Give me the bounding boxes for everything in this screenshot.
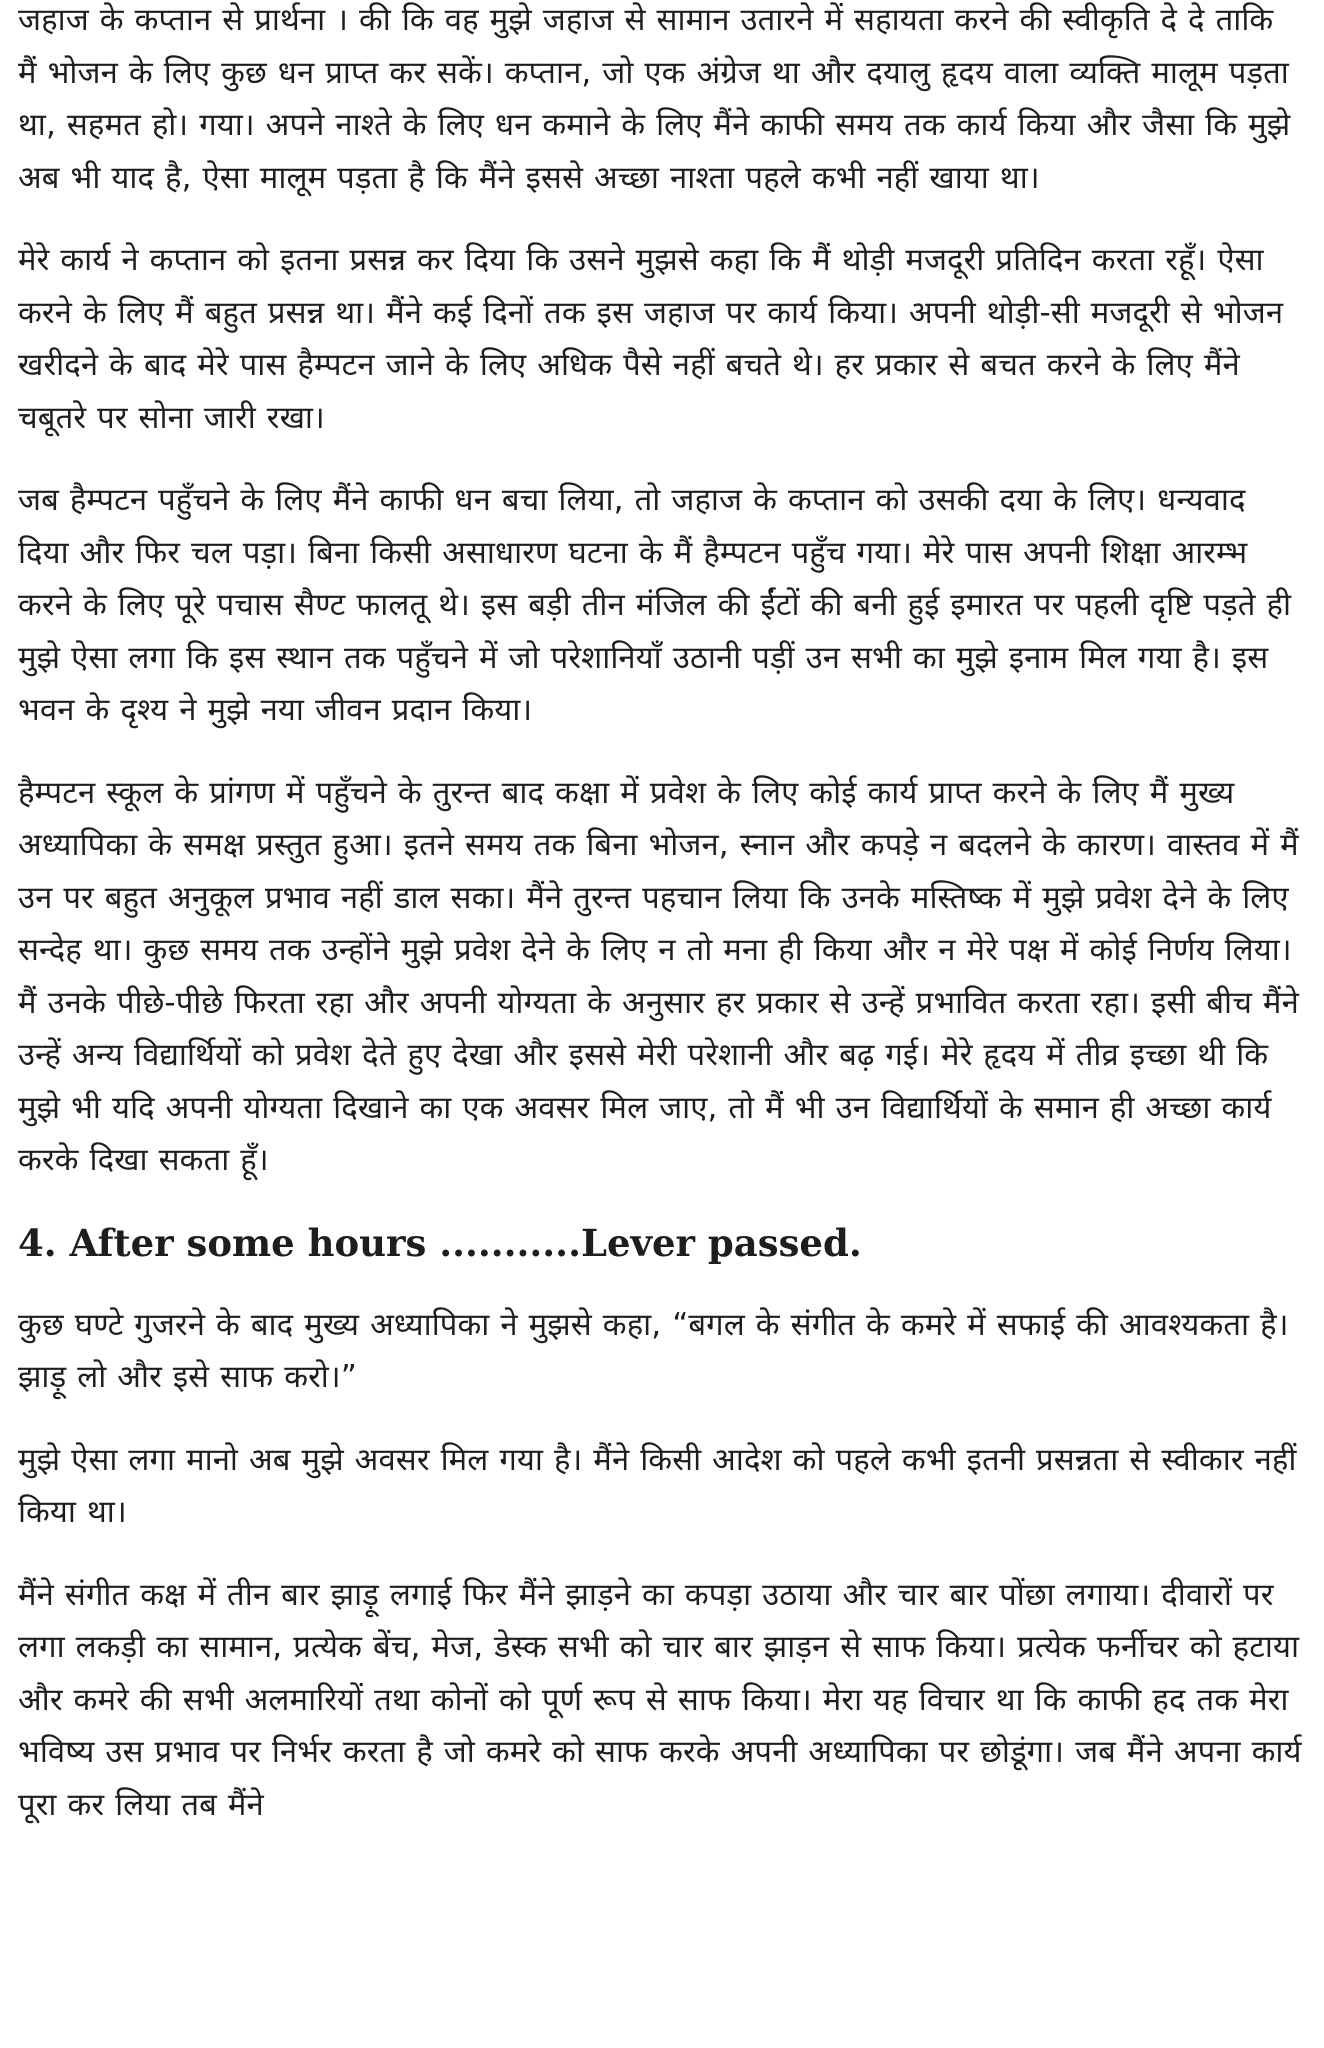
paragraph-head-teacher: हैम्पटन स्कूल के प्रांगण में पहुँचने के तुरन्त बाद कक्षा में प्रवेश के लिए कोई कार्य प्राप्त करने के लिए मैं मुख्य अध्यापिका के समक्ष प्रस्तुत हुआ। इतने समय तक बिना भोजन, स्नान और कपड़े न बदलने के कारण। वास्तव में मैं उन पर बहुत अनुकूल प्रभाव नहीं डाल सका। मैंने तुरन्त पहचान लिया कि उनके मस्तिष्क में मुझे प्रवेश देने के लिए सन्देह था। कुछ समय तक उन्होंने मुझे प्रवेश देने के लिए न तो मना ही किया और न मेरे पक्ष में कोई निर्णय लिया। मैं उनके पीछे-पीछे फिरता रहा और अपनी योग्यता के अनुसार हर प्रकार से उन्हें प्रभावित करता रहा। इसी बीच मैंने उन्हें अन्य विद्यार्थियों को प्रवेश देते हुए देखा और इससे मेरी परेशानी और बढ़ गई। मेरे हृदय में तीव्र इच्छा थी कि मुझे भी यदि अपनी योग्यता दिखाने का एक अवसर मिल जाए, तो मैं भी उन विद्यार्थियों के समान ही अच्छा कार्य करके दिखा सकता हूँ। <box>18 774 1299 1178</box>
paragraph-daily-wages: मेरे कार्य ने कप्तान को इतना प्रसन्न कर दिया कि उसने मुझसे कहा कि मैं थोड़ी मजदूरी प्रतिदिन करता रहूँ। ऐसा करने के लिए मैं बहुत प्रसन्न था। मैंने कई दिनों तक इस जहाज पर कार्य किया। अपनी थोड़ी-सी मजदूरी से भोजन खरीदने के बाद मेरे पास हैम्पटन जाने के लिए अधिक पैसे नहीं बचते थे। हर प्रकार से बचत करने के लिए मैंने चबूतरे पर सोना जारी रखा। <box>18 242 1284 436</box>
paragraph-cleaning-room: मैंने संगीत कक्ष में तीन बार झाड़ू लगाई फिर मैंने झाड़ने का कपड़ा उठाया और चार बार पोंछा लगाया। दीवारों पर लगा लकड़ी का सामान, प्रत्येक बेंच, मेज, डेस्क सभी को चार बार झाड़न से साफ किया। प्रत्येक फर्नीचर को हटाया और कमरे की सभी अलमारियों तथा कोनों को पूर्ण रूप से साफ किया। मेरा यह विचार था कि काफी हद तक मेरा भविष्य उस प्रभाव पर निर्भर करता है जो कमरे को साफ करके अपनी अध्यापिका पर छोडूंगा। जब मैंने अपना कार्य पूरा कर लिया तब मैंने <box>18 1576 1302 1823</box>
paragraph-opportunity: मुझे ऐसा लगा मानो अब मुझे अवसर मिल गया है। मैंने किसी आदेश को पहले कभी इतनी प्रसन्नता से स्वीकार नहीं किया था। <box>18 1441 1297 1530</box>
paragraph-sweep-order: कुछ घण्टे गुजरने के बाद मुख्य अध्यापिका ने मुझसे कहा, “बगल के संगीत के कमरे में सफाई की आवश्यकता है। झाड़ू लो और इसे साफ करो।” <box>18 1306 1289 1395</box>
paragraph-captain-request: जहाज के कप्तान से प्रार्थना । की कि वह मुझे जहाज से सामान उतारने में सहायता करने की स्वीकृति दे दे ताकि मैं भोजन के लिए कुछ धन प्राप्त कर सकें। कप्तान, जो एक अंग्रेज था और दयालु हृदय वाला व्यक्ति मालूम पड़ता था, सहमत हो। गया। अपने नाश्ते के लिए धन कमाने के लिए मैंने काफी समय तक कार्य किया और जैसा कि मुझे अब भी याद है, ऐसा मालूम पड़ता है कि मैंने इससे अच्छा नाश्ता पहले कभी नहीं खाया था। <box>18 2 1291 196</box>
paragraph-reaching-hampton: जब हैम्पटन पहुँचने के लिए मैंने काफी धन बचा लिया, तो जहाज के कप्तान को उसकी दया के लिए। धन्यवाद दिया और फिर चल पड़ा। बिना किसी असाधारण घटना के मैं हैम्पटन पहुँच गया। मेरे पास अपनी शिक्षा आरम्भ करने के लिए पूरे पचास सैण्ट फालतू थे। इस बड़ी तीन मंजिल की ईंटों की बनी हुई इमारत पर पहली दृष्टि पड़ते ही मुझे ऐसा लगा कि इस स्थान तक पहुँचने में जो परेशानियाँ उठानी पड़ीं उन सभी का मुझे इनाम मिल गया है। इस भवन के दृश्य ने मुझे नया जीवन प्रदान किया। <box>18 482 1292 728</box>
section-heading: 4. After some hours ...........Lever passed. <box>18 1220 862 1265</box>
